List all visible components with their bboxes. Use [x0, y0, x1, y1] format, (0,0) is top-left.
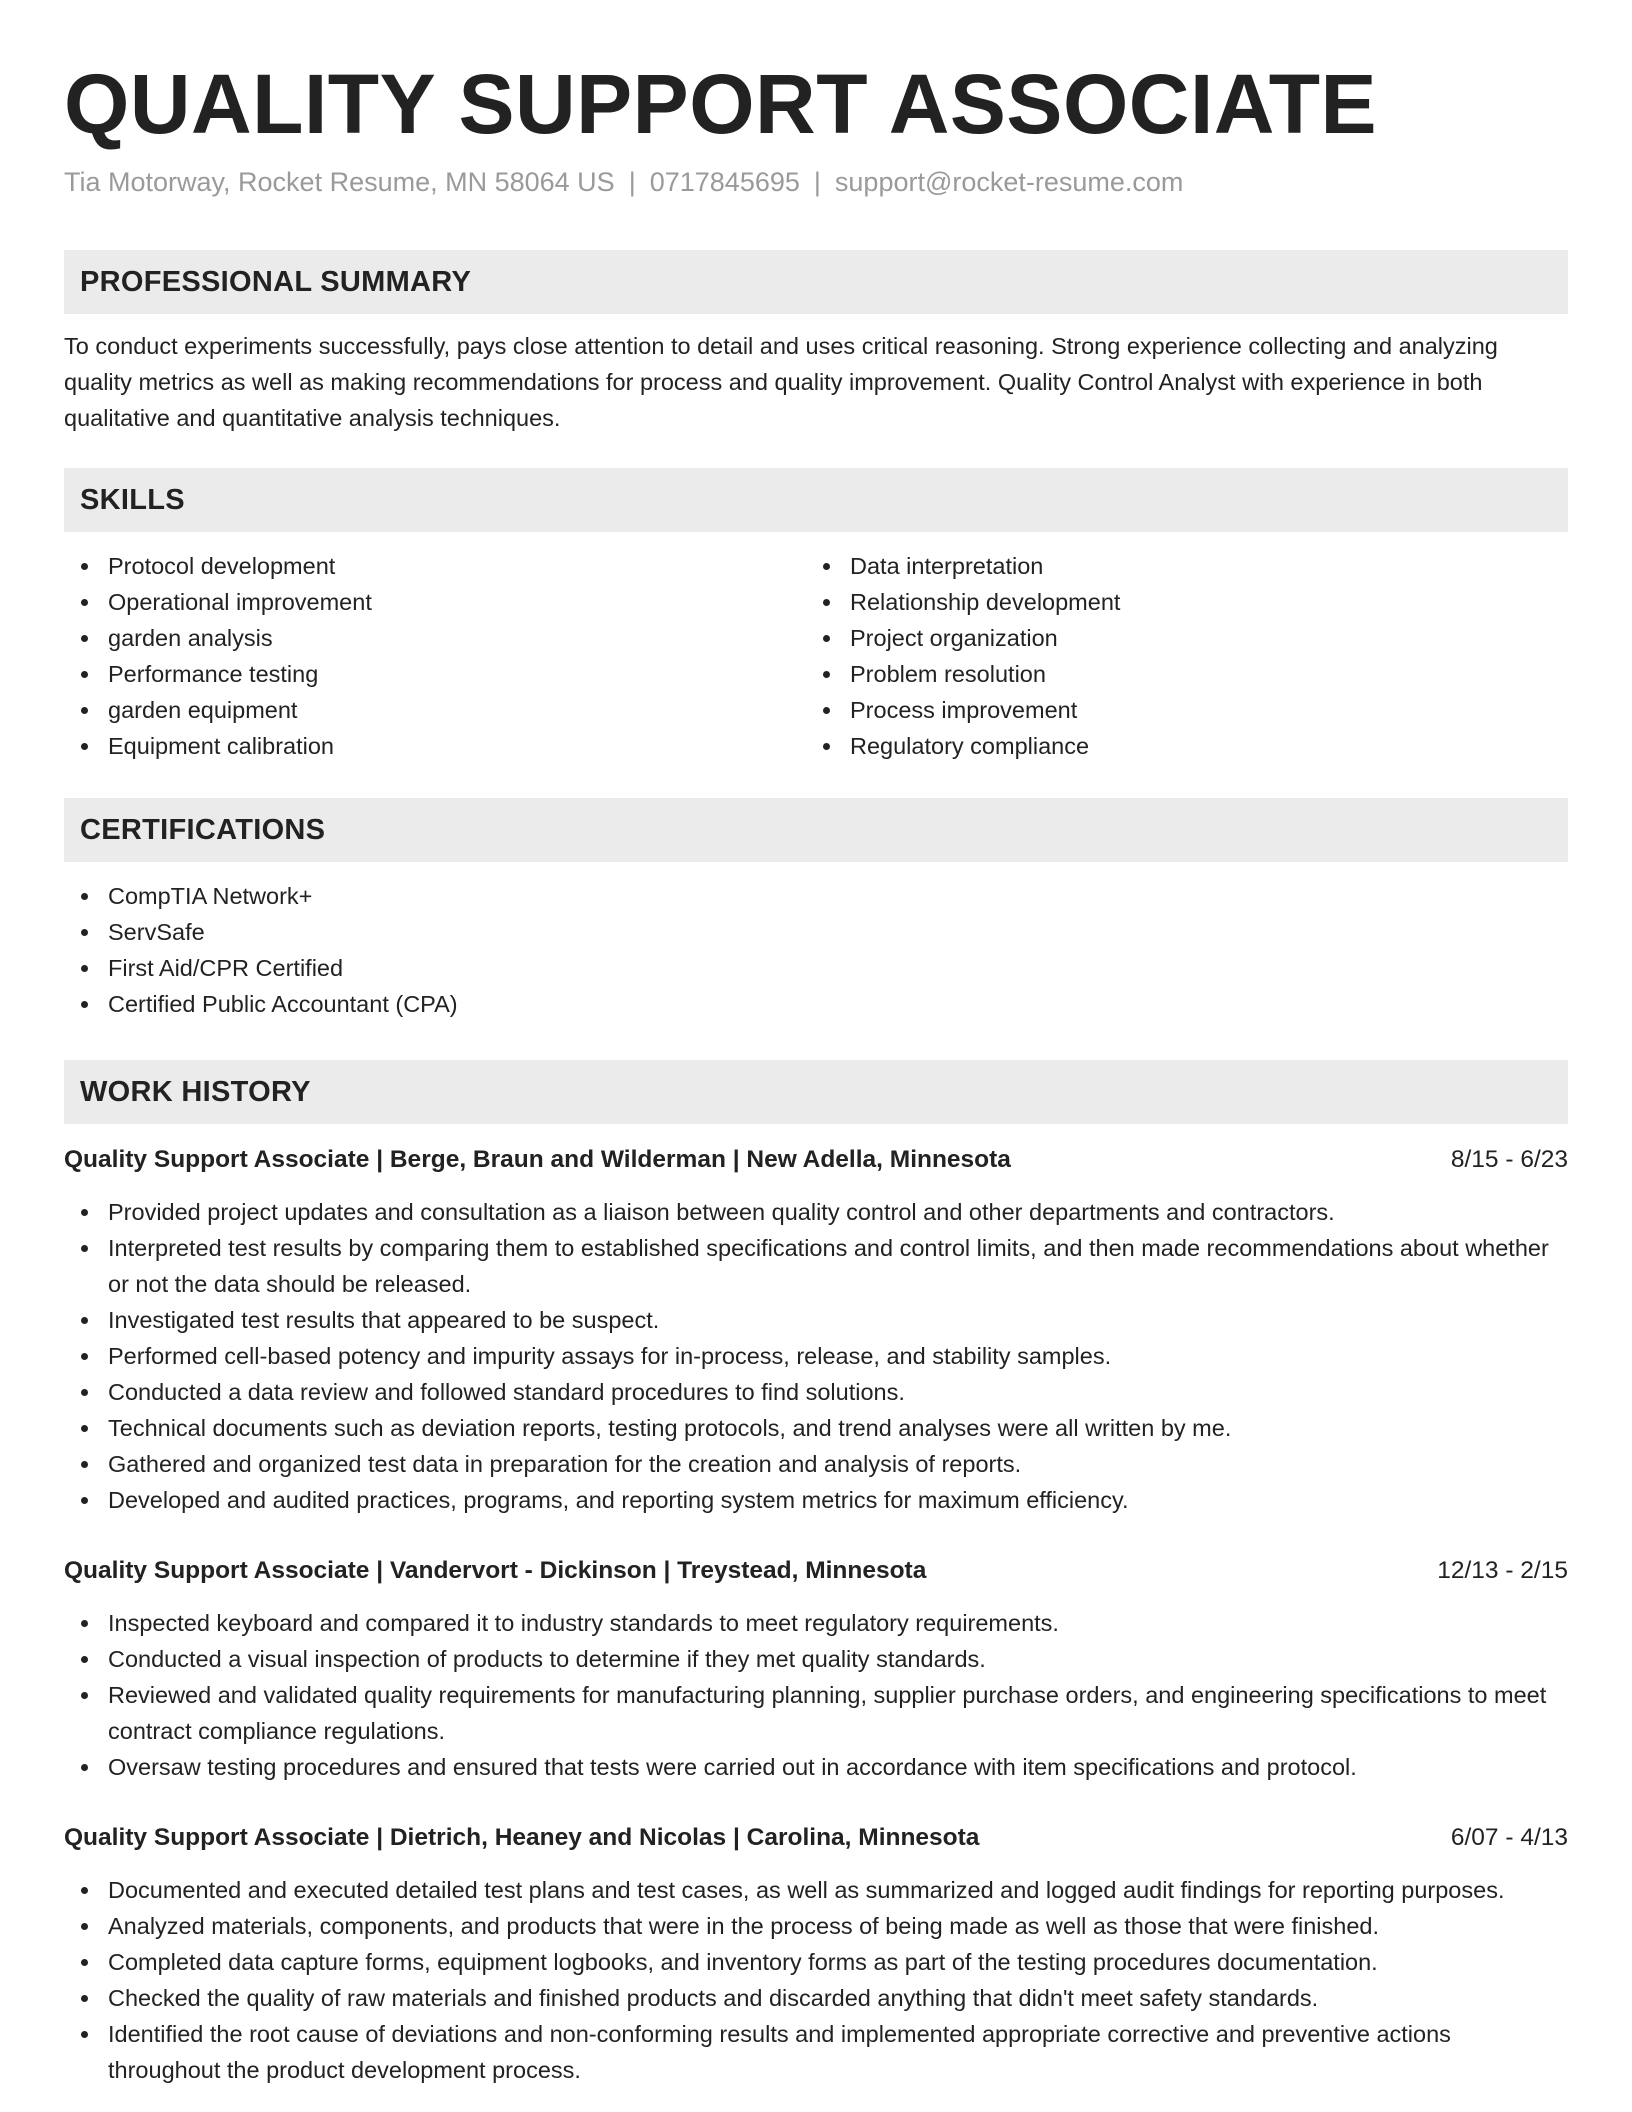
skill-item: garden equipment: [64, 692, 806, 728]
job-entry: [64, 1820, 1568, 2088]
resume-header: [64, 56, 1568, 200]
job-bullet: Conducted a data review and followed standard procedures to find solutions.: [64, 1374, 1568, 1410]
job-entry: [64, 1142, 1568, 1518]
job-dates: 8/15 - 6/23: [1450, 1146, 1568, 1173]
contact-address: Tia Motorway, Rocket Resume, MN 58064 US: [64, 167, 615, 197]
contact-phone: 0717845695: [649, 167, 800, 197]
skill-item: Data interpretation: [806, 548, 1548, 584]
certification-item: Certified Public Accountant (CPA): [64, 986, 1568, 1022]
skills-section: [64, 468, 1568, 764]
certifications-section: [64, 798, 1568, 1022]
job-bullet: Analyzed materials, components, and products that were in the process of being made as well as those that were finished.: [64, 1908, 1568, 1944]
skill-item: Problem resolution: [806, 656, 1548, 692]
section-heading: PROFESSIONAL SUMMARY: [64, 250, 1568, 314]
skill-item: garden analysis: [64, 620, 806, 656]
job-bullet: Technical documents such as deviation reports, testing protocols, and trend analyses were all written by me.: [64, 1410, 1568, 1446]
resume-page: [64, 56, 1568, 2088]
contact-separator: |: [628, 167, 636, 197]
candidate-name: QUALITY SUPPORT ASSOCIATE: [64, 57, 1378, 151]
job-bullet: Inspected keyboard and compared it to industry standards to meet regulatory requirements.: [64, 1605, 1568, 1641]
skill-item: Operational improvement: [64, 584, 806, 620]
job-dates: 12/13 - 2/15: [1437, 1557, 1568, 1584]
certification-item: First Aid/CPR Certified: [64, 950, 1568, 986]
contact-line: [64, 164, 1568, 200]
job-dates: 6/07 - 4/13: [1450, 1824, 1568, 1851]
contact-email: support@rocket-resume.com: [834, 167, 1184, 197]
skill-item: Relationship development: [806, 584, 1548, 620]
work-history-section: [64, 1060, 1568, 2088]
skill-item: Process improvement: [806, 692, 1548, 728]
job-entry: [64, 1553, 1568, 1785]
skill-item: Performance testing: [64, 656, 806, 692]
job-bullets: [64, 1194, 1568, 1518]
job-bullet: Conducted a visual inspection of products to determine if they met quality standards.: [64, 1641, 1568, 1677]
job-title: Quality Support Associate | Vandervort - Dickinson | Treystead, Minnesota: [64, 1557, 927, 1584]
skill-item: Equipment calibration: [64, 728, 806, 764]
certification-item: CompTIA Network+: [64, 878, 1568, 914]
job-bullet: Gathered and organized test data in preparation for the creation and analysis of reports.: [64, 1446, 1568, 1482]
job-title: Quality Support Associate | Berge, Braun and Wilderman | New Adella, Minnesota: [64, 1146, 1011, 1173]
skill-item: Project organization: [806, 620, 1548, 656]
section-heading: WORK HISTORY: [64, 1060, 1568, 1124]
job-bullets: [64, 1872, 1568, 2088]
job-bullet: Documented and executed detailed test plans and test cases, as well as summarized and logged audit findings for reporting purposes.: [64, 1872, 1568, 1908]
skills-list-left: [64, 548, 806, 764]
job-header: [64, 1820, 1568, 1856]
skills-columns: [64, 548, 1568, 764]
job-bullet: Performed cell-based potency and impurity assays for in-process, release, and stability samples.: [64, 1338, 1568, 1374]
certification-item: ServSafe: [64, 914, 1568, 950]
skill-item: Protocol development: [64, 548, 806, 584]
job-bullet: Developed and audited practices, programs, and reporting system metrics for maximum efficiency.: [64, 1482, 1568, 1518]
certifications-list: [64, 878, 1568, 1022]
job-bullet: Checked the quality of raw materials and finished products and discarded anything that didn't meet safety standards.: [64, 1980, 1568, 2016]
job-bullet: Investigated test results that appeared to be suspect.: [64, 1302, 1568, 1338]
job-bullet: Completed data capture forms, equipment logbooks, and inventory forms as part of the testing procedures documentation.: [64, 1944, 1568, 1980]
section-heading: SKILLS: [64, 468, 1568, 532]
job-header: [64, 1142, 1568, 1178]
contact-separator: |: [813, 167, 821, 197]
job-bullet: Oversaw testing procedures and ensured that tests were carried out in accordance with item specifications and protocol.: [64, 1749, 1568, 1785]
job-bullet: Reviewed and validated quality requirements for manufacturing planning, supplier purchase orders, and engineering specifications to meet contract compliance regulations.: [64, 1677, 1568, 1749]
section-heading: CERTIFICATIONS: [64, 798, 1568, 862]
skills-list-right: [806, 548, 1548, 764]
summary-text: To conduct experiments successfully, pays close attention to detail and uses critical reasoning. Strong experience collecting and analyzing quality metrics as well as making recommendations for process and quality improvement. Quality Control Analyst with experience in both qualitative and quantitative analysis techniques.: [64, 333, 1498, 431]
job-header: [64, 1553, 1568, 1589]
job-bullets: [64, 1605, 1568, 1785]
job-bullet: Provided project updates and consultation as a liaison between quality control and other departments and contractors.: [64, 1194, 1568, 1230]
professional-summary-section: [64, 250, 1568, 436]
job-title: Quality Support Associate | Dietrich, Heaney and Nicolas | Carolina, Minnesota: [64, 1824, 980, 1851]
skill-item: Regulatory compliance: [806, 728, 1548, 764]
job-bullet: Identified the root cause of deviations and non-conforming results and implemented appropriate corrective and preventive actions throughout the product development process.: [64, 2016, 1568, 2088]
job-bullet: Interpreted test results by comparing them to established specifications and control limits, and then made recommendations about whether or not the data should be released.: [64, 1230, 1568, 1302]
